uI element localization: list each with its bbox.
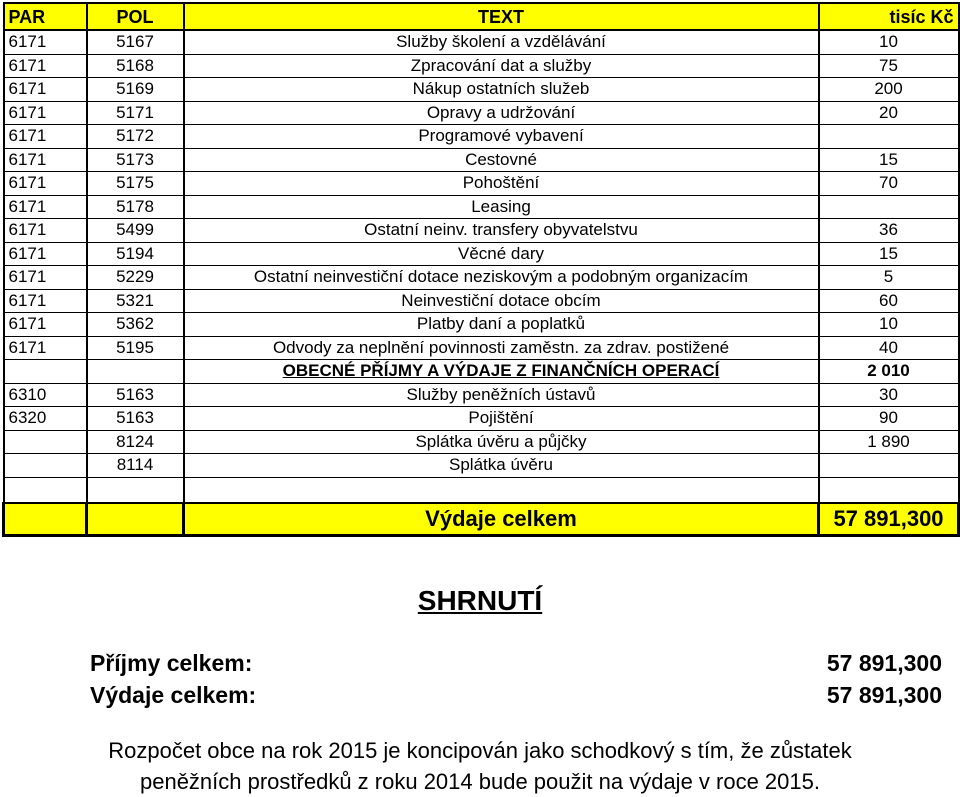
total-row	[4, 503, 959, 536]
cell-par: 6171	[4, 30, 87, 54]
cell-pol: 5169	[87, 78, 184, 102]
summary-title: SHRNUTÍ	[417, 585, 543, 616]
cell-text: Splátka úvěru	[184, 454, 819, 478]
cell-amount: 20	[819, 101, 959, 125]
income-label: Příjmy celkem:	[90, 650, 253, 676]
cell-pol: 5167	[87, 30, 184, 54]
cell-text: Ostatní neinvestiční dotace neziskovým a podobným organizacím	[184, 266, 819, 290]
cell-pol: 5168	[87, 54, 184, 78]
header-amount: tisíc Kč	[819, 3, 959, 30]
table-row	[4, 430, 959, 454]
cell-par: 6171	[4, 54, 87, 78]
section-row	[4, 360, 959, 384]
cell-amount: 90	[819, 407, 959, 431]
table-row	[4, 30, 959, 54]
total-amount: 57 891,300	[819, 503, 959, 536]
note-line-1: Rozpočet obce na rok 2015 je koncipován jako schodkový s tím, že zůstatek	[108, 738, 852, 763]
cell-pol: 8124	[87, 430, 184, 454]
cell-pol	[87, 360, 184, 384]
table-row	[4, 125, 959, 149]
table-row	[4, 172, 959, 196]
header-text: TEXT	[184, 3, 819, 30]
cell-amount: 1 890	[819, 430, 959, 454]
table-row	[4, 195, 959, 219]
cell-par: 6310	[4, 383, 87, 407]
table-row	[4, 54, 959, 78]
cell-pol	[87, 477, 184, 503]
cell-pol: 5175	[87, 172, 184, 196]
table-row	[4, 407, 959, 431]
cell-amount: 10	[819, 30, 959, 54]
section-title: OBECNÉ PŘÍJMY A VÝDAJE Z FINANČNÍCH OPERACÍ	[184, 360, 819, 384]
table-row	[4, 313, 959, 337]
cell-amount	[819, 125, 959, 149]
table-row	[4, 383, 959, 407]
cell-amount: 60	[819, 289, 959, 313]
expense-label: Výdaje celkem:	[90, 682, 257, 708]
cell-text: Věcné dary	[184, 242, 819, 266]
table-row	[4, 219, 959, 243]
cell-text: Leasing	[184, 195, 819, 219]
header-par: PAR	[4, 3, 87, 30]
cell-par: 6171	[4, 242, 87, 266]
cell-text: Zpracování dat a služby	[184, 54, 819, 78]
cell-par: 6320	[4, 407, 87, 431]
cell-amount: 5	[819, 266, 959, 290]
table-row	[4, 336, 959, 360]
expense-value: 57 891,300	[826, 682, 942, 708]
cell-amount	[819, 477, 959, 503]
cell-pol: 5178	[87, 195, 184, 219]
cell-par: 6171	[4, 172, 87, 196]
cell-pol: 5321	[87, 289, 184, 313]
cell-par: 6171	[4, 289, 87, 313]
total-label: Výdaje celkem	[184, 503, 819, 536]
cell-text: Služby peněžních ústavů	[184, 383, 819, 407]
cell-amount: 15	[819, 242, 959, 266]
income-value: 57 891,300	[826, 650, 942, 676]
cell-pol: 5194	[87, 242, 184, 266]
income-summary	[90, 650, 942, 677]
section-amount: 2 010	[819, 360, 959, 384]
cell-text: Nákup ostatních služeb	[184, 78, 819, 102]
cell-pol: 5163	[87, 383, 184, 407]
cell-text: Programové vybavení	[184, 125, 819, 149]
cell-par	[4, 503, 87, 536]
cell-par	[4, 430, 87, 454]
budget-table	[2, 2, 960, 537]
cell-par	[4, 454, 87, 478]
cell-pol: 5229	[87, 266, 184, 290]
cell-pol: 8114	[87, 454, 184, 478]
cell-pol: 5499	[87, 219, 184, 243]
cell-par: 6171	[4, 125, 87, 149]
cell-amount	[819, 454, 959, 478]
cell-pol	[87, 503, 184, 536]
cell-par: 6171	[4, 195, 87, 219]
cell-amount: 75	[819, 54, 959, 78]
cell-par: 6171	[4, 219, 87, 243]
cell-pol: 5195	[87, 336, 184, 360]
cell-par: 6171	[4, 148, 87, 172]
table-row	[4, 266, 959, 290]
cell-amount: 30	[819, 383, 959, 407]
cell-amount: 70	[819, 172, 959, 196]
table-row	[4, 101, 959, 125]
cell-par: 6171	[4, 101, 87, 125]
cell-text: Splátka úvěru a půjčky	[184, 430, 819, 454]
budget-note	[0, 735, 960, 797]
cell-pol: 5171	[87, 101, 184, 125]
cell-text: Pojištění	[184, 407, 819, 431]
cell-pol: 5172	[87, 125, 184, 149]
table-body	[4, 30, 959, 535]
table-row	[4, 78, 959, 102]
cell-text: Pohoštění	[184, 172, 819, 196]
cell-par	[4, 477, 87, 503]
table-header-row	[4, 3, 959, 30]
cell-par: 6171	[4, 266, 87, 290]
cell-text: Služby školení a vzdělávání	[184, 30, 819, 54]
cell-text: Ostatní neinv. transfery obyvatelstvu	[184, 219, 819, 243]
cell-amount: 36	[819, 219, 959, 243]
expense-summary	[90, 682, 942, 709]
cell-amount: 15	[819, 148, 959, 172]
cell-text	[184, 477, 819, 503]
note-line-2: peněžních prostředků z roku 2014 bude použit na výdaje v roce 2015.	[139, 769, 820, 794]
table-row	[4, 454, 959, 478]
cell-par	[4, 360, 87, 384]
cell-pol: 5173	[87, 148, 184, 172]
cell-text: Platby daní a poplatků	[184, 313, 819, 337]
cell-par: 6171	[4, 78, 87, 102]
blank-row	[4, 477, 959, 503]
cell-text: Opravy a udržování	[184, 101, 819, 125]
cell-text: Neinvestiční dotace obcím	[184, 289, 819, 313]
cell-text: Odvody za neplnění povinnosti zaměstn. za zdrav. postižené	[184, 336, 819, 360]
cell-pol: 5362	[87, 313, 184, 337]
table-row	[4, 242, 959, 266]
cell-par: 6171	[4, 336, 87, 360]
cell-amount: 10	[819, 313, 959, 337]
cell-par: 6171	[4, 313, 87, 337]
header-pol: POL	[87, 3, 184, 30]
table-row	[4, 148, 959, 172]
cell-amount: 40	[819, 336, 959, 360]
cell-text: Cestovné	[184, 148, 819, 172]
table-row	[4, 289, 959, 313]
cell-pol: 5163	[87, 407, 184, 431]
cell-amount	[819, 195, 959, 219]
cell-amount: 200	[819, 78, 959, 102]
